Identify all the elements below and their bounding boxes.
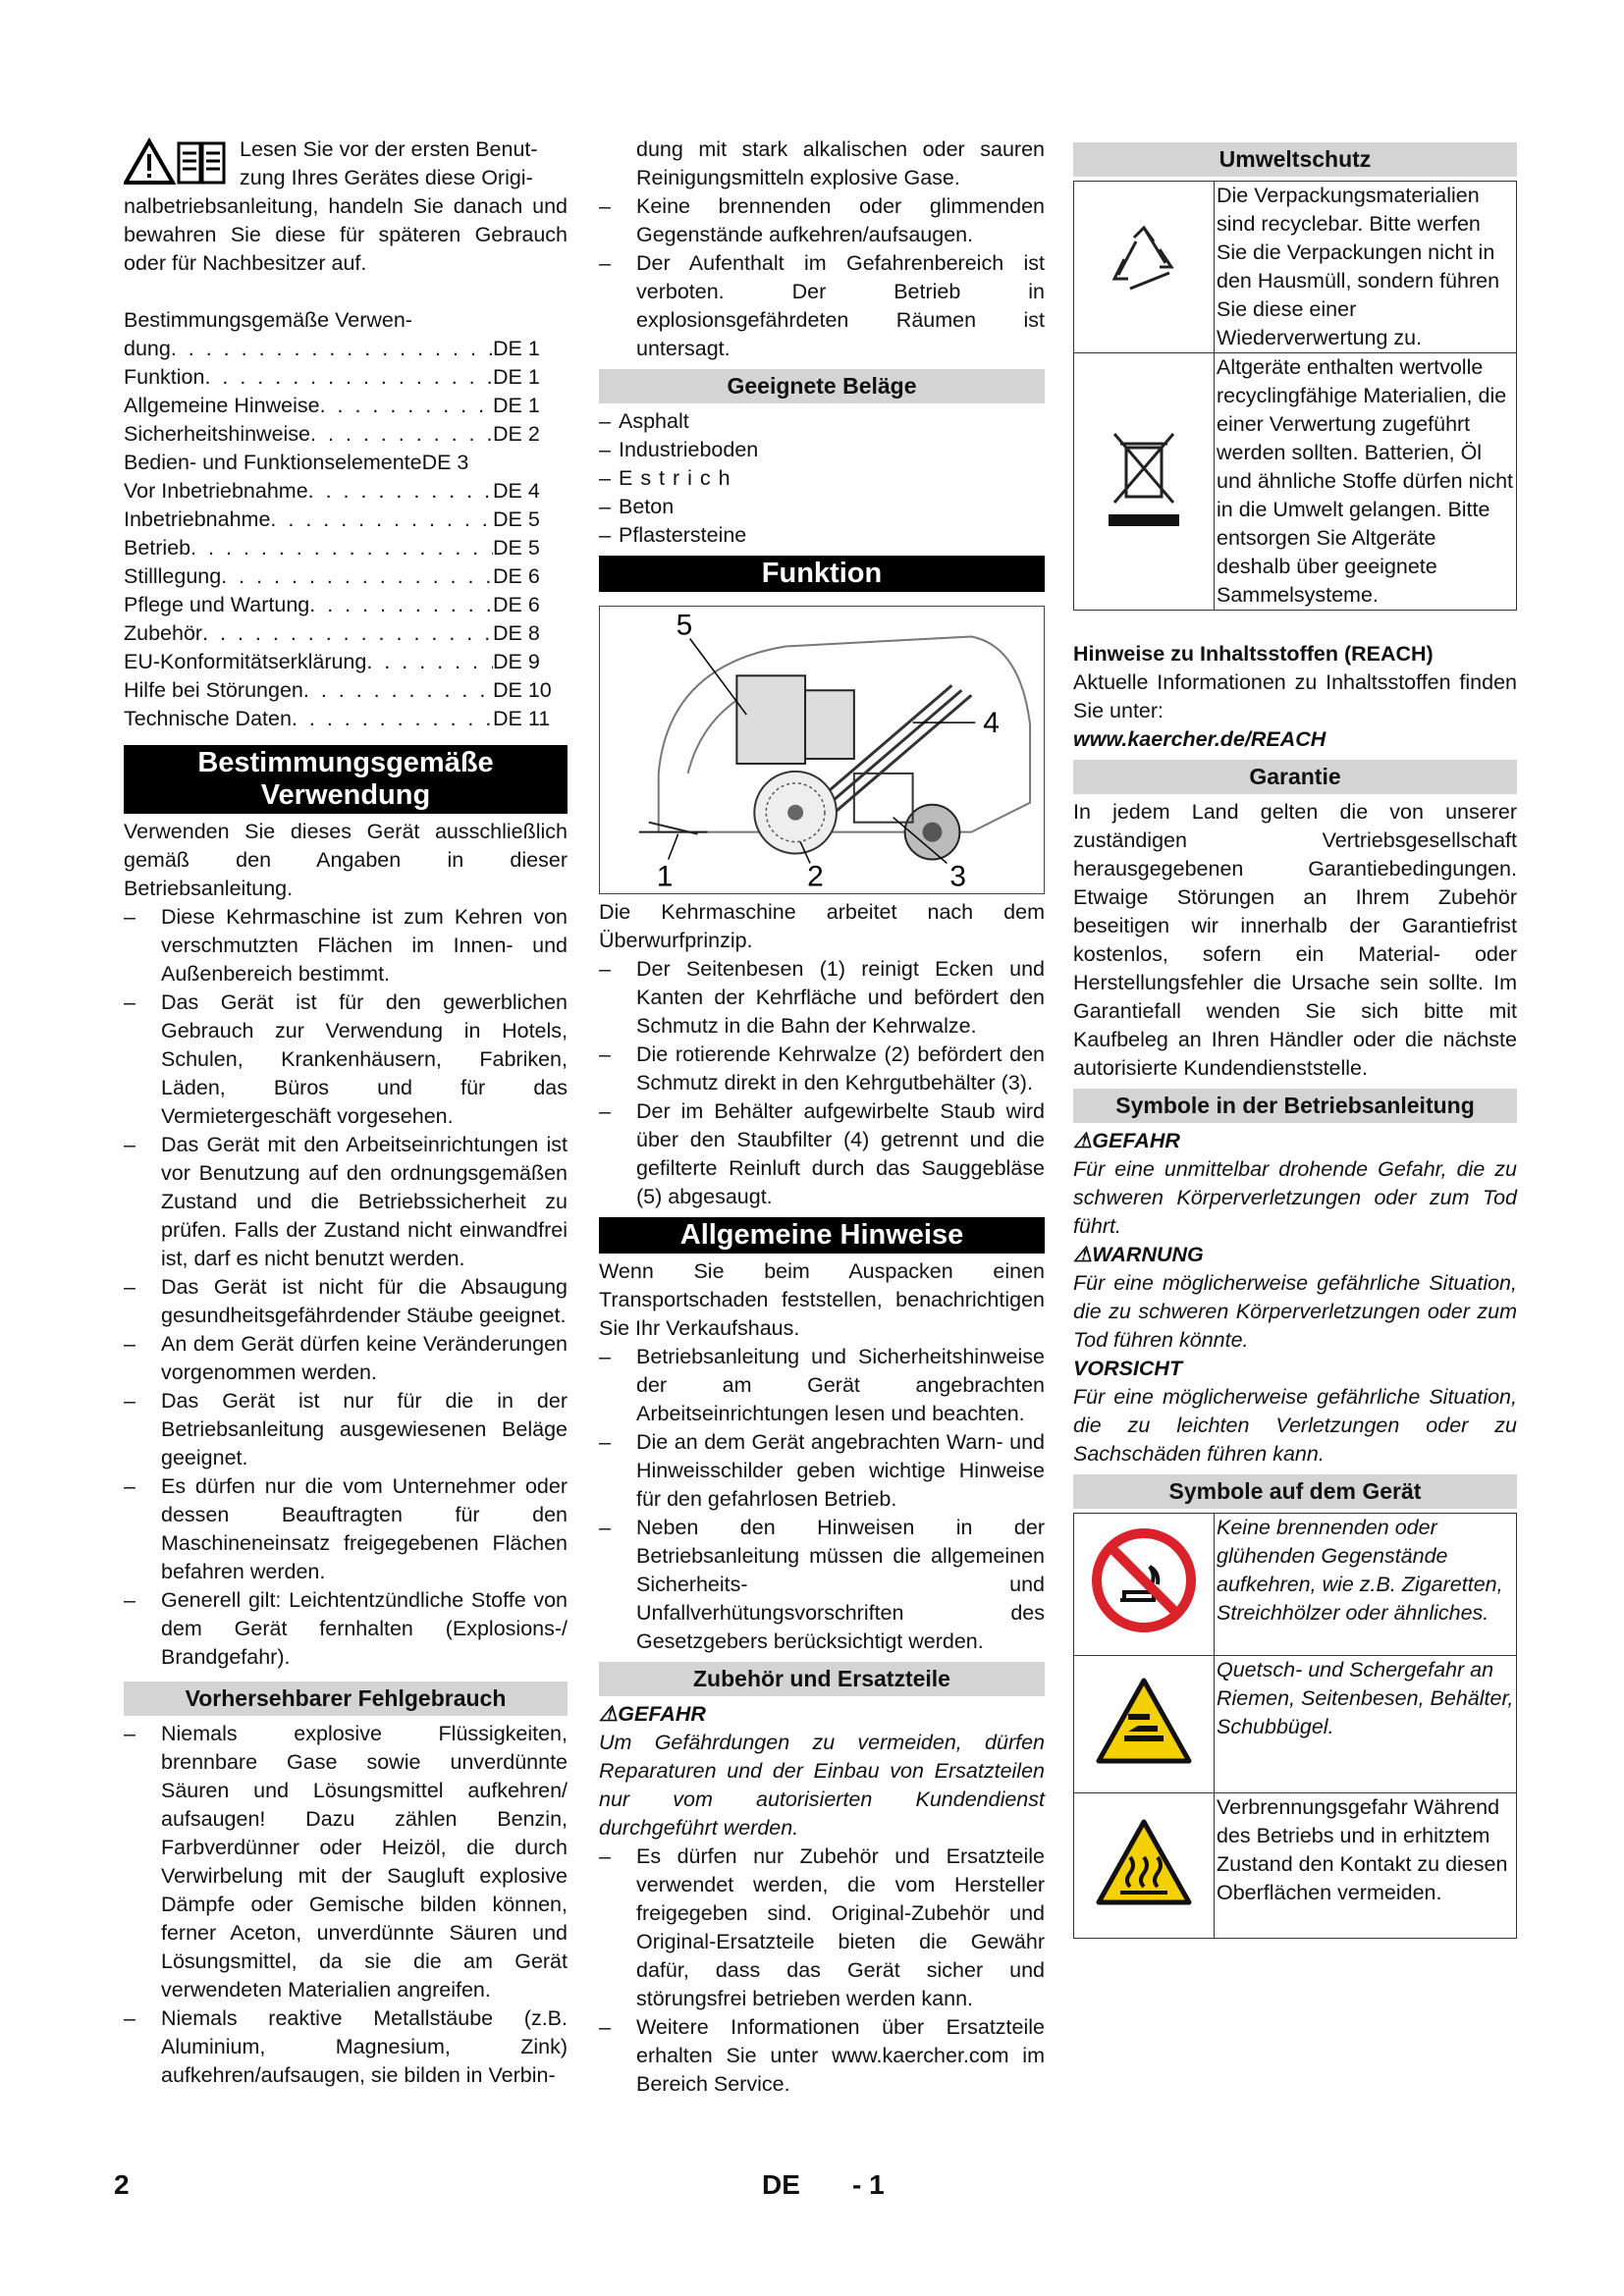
umwelt-row-2: Altgeräte enthalten wertvolle recyclingfähige Materialien, die einer Verwertung zugeführt werden sollten. Batterien, Öl und ähnliche Stoffe dürfen nicht in die Umwelt gelangen. Bitte entsorgen Sie Altgeräte deshalb über geeignete Sammelsysteme. [1215,353,1517,611]
vorsicht-label: VORSICHT [1073,1357,1183,1380]
list-item: – E s t r i c h [599,466,731,490]
bestimmung-list [124,903,568,1672]
side-broom [639,823,708,834]
section-heading-funktion: Funktion [599,556,1045,592]
bestimmung-intro: Verwenden Sie dieses Gerät ausschließlich gemäß den Angaben in dieser Betriebsanleitung. [124,820,568,900]
list-item: – Die rotierende Kehrwalze (2) befördert den Schmutz direkt in den Kehrgutbehälter (3). [599,1042,1045,1095]
list-item: – Industrieboden [599,438,759,461]
toc-entry[interactable]: Stilllegung . . . DE 6 [124,562,566,591]
toc-entry[interactable]: Allgemeine Hinweise . . . DE 1 [124,392,566,420]
list-item: – Keine brennenden oder glimmenden Gegenstände aufkehren/aufsaugen. [599,194,1045,246]
main-roller [754,772,837,854]
reach-link[interactable]: www.kaercher.de/REACH [1073,727,1326,751]
intro-text: nalbetriebsanleitung, handeln Sie danach und bewahren Sie diese für späteren Gebrauch oder für Nachbesitzer auf. [124,194,568,275]
gefahr-label: ⚠GEFAHR [599,1702,706,1726]
recycle-icon [1074,182,1215,353]
warning-triangle-icon: ⚠ [599,1702,619,1726]
warning-triangle-icon: ⚠ [1073,1129,1093,1152]
table-of-contents [124,306,568,733]
no-burning-objects-icon [1074,1514,1215,1656]
section-heading-umwelt: Umweltschutz [1073,142,1517,177]
symbole-geraet-table [1073,1513,1517,1939]
list-item: – Pflastersteine [599,523,747,547]
allgemein-intro: Wenn Sie beim Auspacken einen Transportschaden feststellen, benachrichtigen Sie Ihr Verkaufshaus. [599,1259,1045,1340]
list-item: – Der Seitenbesen (1) reinigt Ecken und Kanten der Kehrfläche und befördert den Schmutz in die Bahn der Kehrwalze. [599,957,1045,1038]
fehlgebrauch-list-cont [599,135,1045,363]
list-item: – Es dürfen nur die vom Unternehmer oder dessen Beauftragten für den Maschineneinsatz freigegebenen Flächen befahren werden. [124,1474,568,1583]
allgemein-list [599,1343,1045,1656]
list-item: – Beton [599,495,675,518]
section-heading-belaege: Geeignete Beläge [599,369,1045,403]
sweeper-figure [599,606,1045,894]
funktion-intro: Die Kehrmaschine arbeitet nach dem Überwurfprinzip. [599,900,1045,952]
list-item: – An dem Gerät dürfen keine Veränderungen vorgenommen werden. [124,1332,568,1384]
section-heading-garantie: Garantie [1073,760,1517,794]
crush-hazard-icon [1074,1656,1215,1793]
figure-label-3: 3 [949,860,967,893]
warnung-label: ⚠WARNUNG [1073,1243,1204,1266]
list-item: – Diese Kehrmaschine ist zum Kehren von verschmutzten Flächen im Innen- und Außenbereich bestimmt. [124,905,568,986]
list-item: – Niemals reaktive Metallstäube (z.B. Aluminium, Magnesium, Zink) aufkehren/aufsaugen, sie bilden in Verbin- [124,2006,568,2087]
list-item: dung mit stark alkalischen oder sauren Reinigungsmitteln explosive Gase. [636,137,1045,189]
gefahr-text: Für eine unmittelbar drohende Gefahr, die zu schweren Körperverletzungen oder zum Tod führt. [1073,1157,1517,1238]
figure-label-2: 2 [807,860,824,893]
toc-entry[interactable]: Bedien- und FunktionselementeDE 3 [124,451,469,474]
figure-label-5: 5 [676,609,693,642]
list-item: – Es dürfen nur Zubehör und Ersatzteile verwendet werden, die vom Hersteller freigegeben sind. Original-Zubehör und Original-Ersatzteile bieten die Gewähr dafür, dass das Gerät sicher und störungsfrei betrieben werden kann. [599,1844,1045,2010]
column-left [124,135,568,2090]
gefahr-label: ⚠GEFAHR [1073,1129,1180,1152]
toc-entry[interactable]: Hilfe bei Störungen . . . DE 10 [124,676,566,705]
manual-book-icon [179,143,224,183]
toc-entry[interactable]: Vor Inbetriebnahme . . . DE 4 [124,477,566,506]
vorsicht-text: Für eine möglicherweise gefährliche Situation, die zu leichten Verletzungen oder zu Sachschäden führen kann. [1073,1385,1517,1466]
list-item: – Der im Behälter aufgewirbelte Staub wird über den Staubfilter (4) getrennt und die gefilterte Reinluft durch das Sauggebläse (5) abgesaugt. [599,1099,1045,1208]
list-item: – Das Gerät ist für den gewerblichen Gebrauch zur Verwendung in Hotels, Schulen, Krankenhäusern, Fabriken, Läden, Büros und für das Vermietergeschäft vorgesehen. [124,990,568,1128]
crossed-bin-icon [1074,353,1215,611]
symbol-row-1: Keine brennenden oder glühenden Gegenstände aufkehren, wie z.B. Zigaretten, Streichhölzer oder ähnliches. [1215,1514,1517,1656]
section-heading-symbole-anleitung: Symbole in der Betriebsanleitung [1073,1089,1517,1123]
reach-block [1073,640,1517,754]
toc-first-line: Bestimmungsgemäße Verwen- [124,308,412,332]
column-middle [599,135,1045,2099]
section-heading-symbole-geraet: Symbole auf dem Gerät [1073,1474,1517,1509]
warnung-text: Für eine möglicherweise gefährliche Situation, die zu schweren Körperverletzungen oder zum Tod führen könnte. [1073,1271,1517,1352]
section-heading-zubehoer: Zubehör und Ersatzteile [599,1662,1045,1696]
toc-entry[interactable]: Betrieb . . . DE 5 [124,534,566,562]
toc-entry[interactable]: dung . . . DE 1 [124,335,566,363]
toc-entry[interactable]: Technische Daten . . . DE 11 [124,705,566,733]
toc-entry[interactable]: Inbetriebnahme . . . DE 5 [124,506,566,534]
blower-unit [736,675,853,764]
list-item: – Das Gerät ist nur für die in der Betriebsanleitung ausgewiesenen Beläge geeignet. [124,1389,568,1469]
column-right [1073,142,1517,1939]
toc-entry[interactable]: Pflege und Wartung . . . DE 6 [124,591,566,619]
section-heading-allgemein: Allgemeine Hinweise [599,1217,1045,1254]
intro-icons [124,137,234,188]
sweeper-machine-diagram [600,607,1044,893]
symbol-row-3: Verbrennungsgefahr Während des Betriebs und in erhitztem Zustand den Kontakt zu diesen Oberflächen vermeiden. [1215,1793,1517,1939]
warning-triangle-icon: ⚠ [1073,1243,1093,1266]
list-item: – Die an dem Gerät angebrachten Warn- und Hinweisschilder geben wichtige Hinweise für den gefahrlosen Betrieb. [599,1430,1045,1511]
footer-lang: DE [762,2169,800,2200]
reach-text: Aktuelle Informationen zu Inhaltsstoffen finden Sie unter: [1073,670,1517,722]
umwelt-table [1073,181,1517,611]
list-item: – Der Aufenthalt im Gefahrenbereich ist verboten. Der Betrieb in explosionsgefährdeten Räumen ist untersagt. [599,251,1045,360]
intro-line1: Lesen Sie vor der ersten Benut- [240,137,538,161]
figure-label-4: 4 [983,707,1000,740]
container [854,774,913,823]
toc-entry[interactable]: Zubehör . . . DE 8 [124,619,566,648]
page-number: 2 [114,2169,130,2200]
toc-entry[interactable]: Funktion . . . DE 1 [124,363,566,392]
list-item: – Asphalt [599,409,689,433]
intro-block [124,135,568,278]
belaege-list [599,407,1045,550]
footer-subpage: - 1 [852,2169,885,2200]
hot-surface-icon [1074,1793,1215,1939]
warning-triangle-icon [126,141,173,183]
figure-label-1: 1 [656,860,674,893]
list-item: – Niemals explosive Flüssigkeiten, brennbare Gase sowie unverdünnte Säuren und Lösungsmittel aufkehren/ aufsaugen! Dazu zählen Benzin, Farbverdünner oder Heizöl, die durch Verwirbelung mit der Saugluft explosive Dämpfe oder Gemische bilden können, ferner Aceton, unverdünnte Säuren und Lösungsmittel, da sie die am Gerät verwendeten Materialien angreifen. [124,1722,568,2002]
zubehoer-warning-text: Um Gefährdungen zu vermeiden, dürfen Reparaturen und der Einbau von Ersatzteilen nur vom autorisierten Kundendienst durchgeführt werden. [599,1731,1045,1840]
list-item: – Neben den Hinweisen in der Betriebsanleitung müssen die allgemeinen Sicherheits- und Unfallverhütungsvorschriften des Gesetzgebers berücksichtigt werden. [599,1516,1045,1653]
umwelt-row-1: Die Verpackungsmaterialien sind recyclebar. Bitte werfen Sie die Verpackungen nicht in den Hausmüll, sondern führen Sie diese einer Wiederverwertung zu. [1215,182,1517,353]
funktion-list [599,955,1045,1211]
list-item: – Generell gilt: Leichtentzündliche Stoffe von dem Gerät fernhalten (Explosions-/ Brandgefahr). [124,1588,568,1669]
fehlgebrauch-list [124,1720,568,2090]
list-item: – Betriebsanleitung und Sicherheitshinweise der am Gerät angebrachten Arbeitseinrichtungen lesen und beachten. [599,1345,1045,1425]
zubehoer-list [599,1842,1045,2099]
reach-heading: Hinweise zu Inhaltsstoffen (REACH) [1073,642,1434,666]
list-item: – Weitere Informationen über Ersatzteile erhalten Sie unter www.kaercher.com im Bereich Service. [599,2015,1045,2096]
list-item: – Das Gerät ist nicht für die Absaugung gesundheitsgefährdender Stäube geeignet. [124,1275,568,1327]
symbol-row-2: Quetsch- und Schergefahr an Riemen, Seitenbesen, Behälter, Schubbügel. [1215,1656,1517,1793]
intro-line2: zung Ihres Gerätes diese Origi- [240,166,533,189]
section-heading-bestimmung: Bestimmungsgemäße Verwendung [124,745,568,814]
toc-entry[interactable]: Sicherheitshinweise . . . DE 2 [124,420,566,449]
list-item: – Das Gerät mit den Arbeitseinrichtungen ist vor Benutzung auf den ordnungsgemäßen Zustand und die Betriebssicherheit zu prüfen. Falls der Zustand nicht einwandfrei ist, darf es nicht benutzt werden. [124,1133,568,1270]
toc-entry[interactable]: EU-Konformitätserklärung . . . DE 9 [124,648,566,676]
garantie-text: In jedem Land gelten die von unserer zuständigen Vertriebsgesellschaft herausgegebenen Garantiebedingungen. Etwaige Störungen an Ihrem Zubehör beseitigen wir innerhalb der Garantiefrist kostenlos, sofern ein Material- oder Herstellungsfehler die Ursache sein sollte. Im Garantiefall wenden Sie sich bitte mit Kaufbeleg an Ihren Händler oder die nächste autorisierte Kundendienststelle. [1073,800,1517,1080]
section-heading-fehlgebrauch: Vorhersehbarer Fehlgebrauch [124,1682,568,1716]
